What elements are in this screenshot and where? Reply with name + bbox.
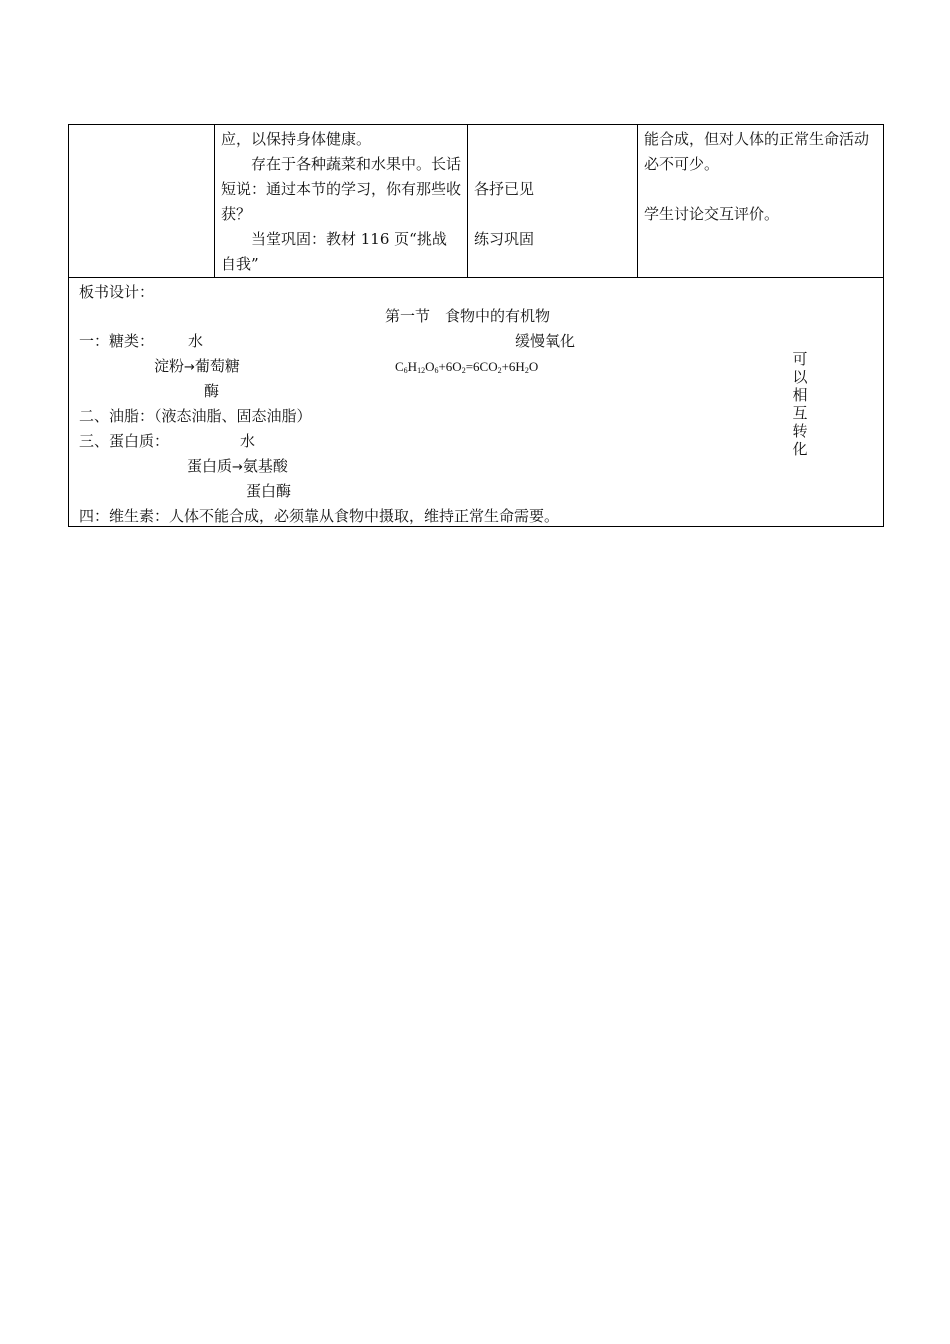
protein-label: 三、蛋白质：: [79, 432, 170, 450]
activity-text: 练习巩固: [474, 230, 535, 248]
slow-oxidation: 缓慢氧化: [515, 332, 576, 350]
activity-text: 各抒已见: [474, 180, 535, 198]
glucose-text: 葡萄糖: [194, 357, 240, 375]
arrow-right-icon: →: [184, 360, 195, 375]
content-paragraph: 当堂巩固：教材 116 页“挑战自我”: [221, 230, 447, 273]
board-title: 第一节 食物中的有机物: [385, 307, 551, 325]
empty-cell: [69, 125, 215, 278]
content-line: 应，以保持身体健康。: [221, 130, 372, 148]
starch-text: 淀粉: [154, 357, 185, 375]
student-cell: [638, 125, 884, 278]
vitamin-line: 四：维生素：人体不能合成，必须靠从食物中摄取，维持正常生命需要。: [79, 507, 560, 525]
content-cell: [215, 125, 468, 278]
board-label: 板书设计：: [79, 283, 155, 301]
protein-enzyme: 蛋白酶: [246, 482, 292, 500]
board-row: [69, 278, 884, 527]
board-cell: [69, 278, 884, 527]
sugar-water: 水: [188, 332, 204, 350]
interconversion-note: 可以相互转化: [792, 350, 808, 458]
starch-to-glucose: [154, 356, 240, 378]
student-text: 能合成，但对人体的正常生命活动必不可少。: [644, 130, 870, 173]
protein-to-amino-acid: [187, 456, 288, 478]
arrow-right-icon: →: [232, 460, 243, 475]
amino-acid-text: 氨基酸: [242, 457, 288, 475]
sugar-label: 一：糖类：: [79, 332, 155, 350]
board-design: [69, 278, 883, 526]
lesson-table: [68, 124, 884, 527]
content-paragraph: 存在于各种蔬菜和水果中。长话短说：通过本节的学习，你有那些收获？: [221, 155, 462, 223]
fat-line: 二、油脂：（液态油脂、固态油脂）: [79, 407, 312, 425]
protein-text: 蛋白质: [187, 457, 233, 475]
sugar-enzyme: 酶: [204, 382, 220, 400]
protein-water: 水: [240, 432, 256, 450]
lesson-row: [69, 125, 884, 278]
oxidation-formula: $C_6H_{12}O_6+6O_2=6CO_2+6H_2O$: [395, 359, 539, 375]
student-text: 学生讨论交互评价。: [644, 205, 780, 223]
activity-cell: [468, 125, 638, 278]
